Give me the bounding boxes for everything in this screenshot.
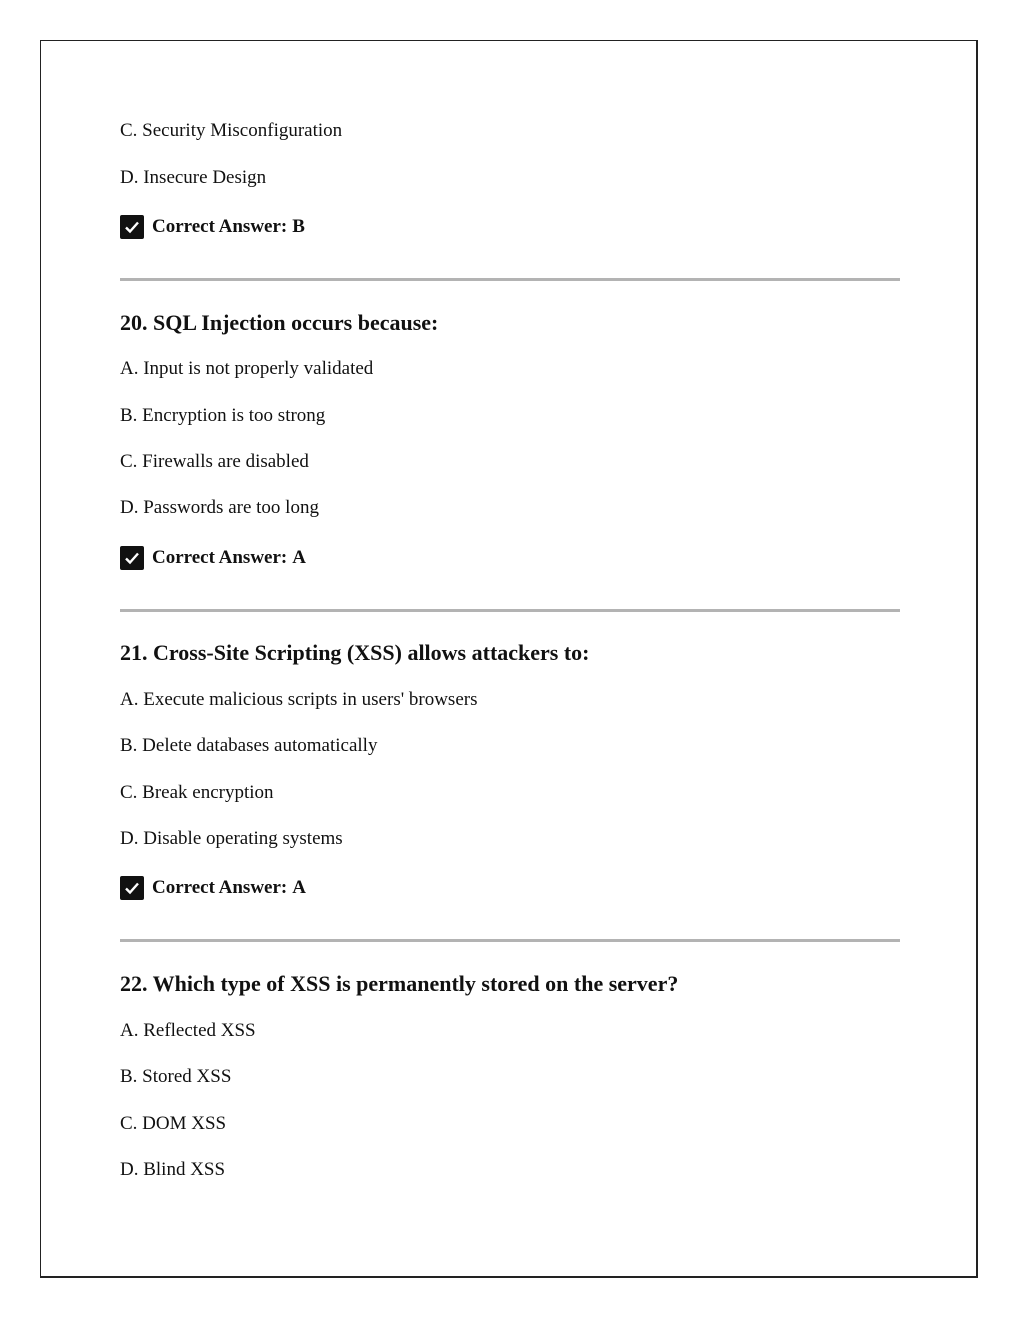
option-b: B. Encryption is too strong [120, 405, 326, 426]
option-d: D. Blind XSS [120, 1159, 226, 1180]
checkmark-icon [120, 546, 144, 570]
checkmark-icon [120, 215, 144, 239]
checkmark-icon [120, 876, 144, 900]
option-d: D. Passwords are too long [120, 497, 319, 518]
question-divider [120, 609, 900, 612]
correct-answer-value: B [292, 216, 305, 237]
correct-answer [120, 876, 306, 900]
question-divider [120, 939, 900, 942]
question-title: 20. SQL Injection occurs because: [120, 310, 439, 335]
option-c: C. Break encryption [120, 782, 274, 803]
option-d: D. Disable operating systems [120, 828, 343, 849]
question-title: 21. Cross-Site Scripting (XSS) allows attackers to: [120, 640, 590, 665]
correct-answer-label: Correct Answer: [152, 547, 288, 568]
question-title: 22. Which type of XSS is permanently stored on the server? [120, 971, 679, 996]
correct-answer-value: A [292, 547, 306, 568]
option-d: D. Insecure Design [120, 167, 267, 188]
option-c: C. DOM XSS [120, 1113, 227, 1134]
option-a: A. Reflected XSS [120, 1020, 256, 1041]
correct-answer-value: A [292, 877, 306, 898]
correct-answer [120, 215, 305, 239]
option-a: A. Execute malicious scripts in users' browsers [120, 689, 478, 710]
correct-answer-label: Correct Answer: [152, 877, 288, 898]
option-b: B. Stored XSS [120, 1066, 232, 1087]
question-divider [120, 278, 900, 281]
correct-answer-label: Correct Answer: [152, 216, 288, 237]
option-c: C. Security Misconfiguration [120, 120, 343, 141]
correct-answer [120, 546, 306, 570]
option-b: B. Delete databases automatically [120, 735, 378, 756]
option-c: C. Firewalls are disabled [120, 451, 309, 472]
option-a: A. Input is not properly validated [120, 358, 374, 379]
